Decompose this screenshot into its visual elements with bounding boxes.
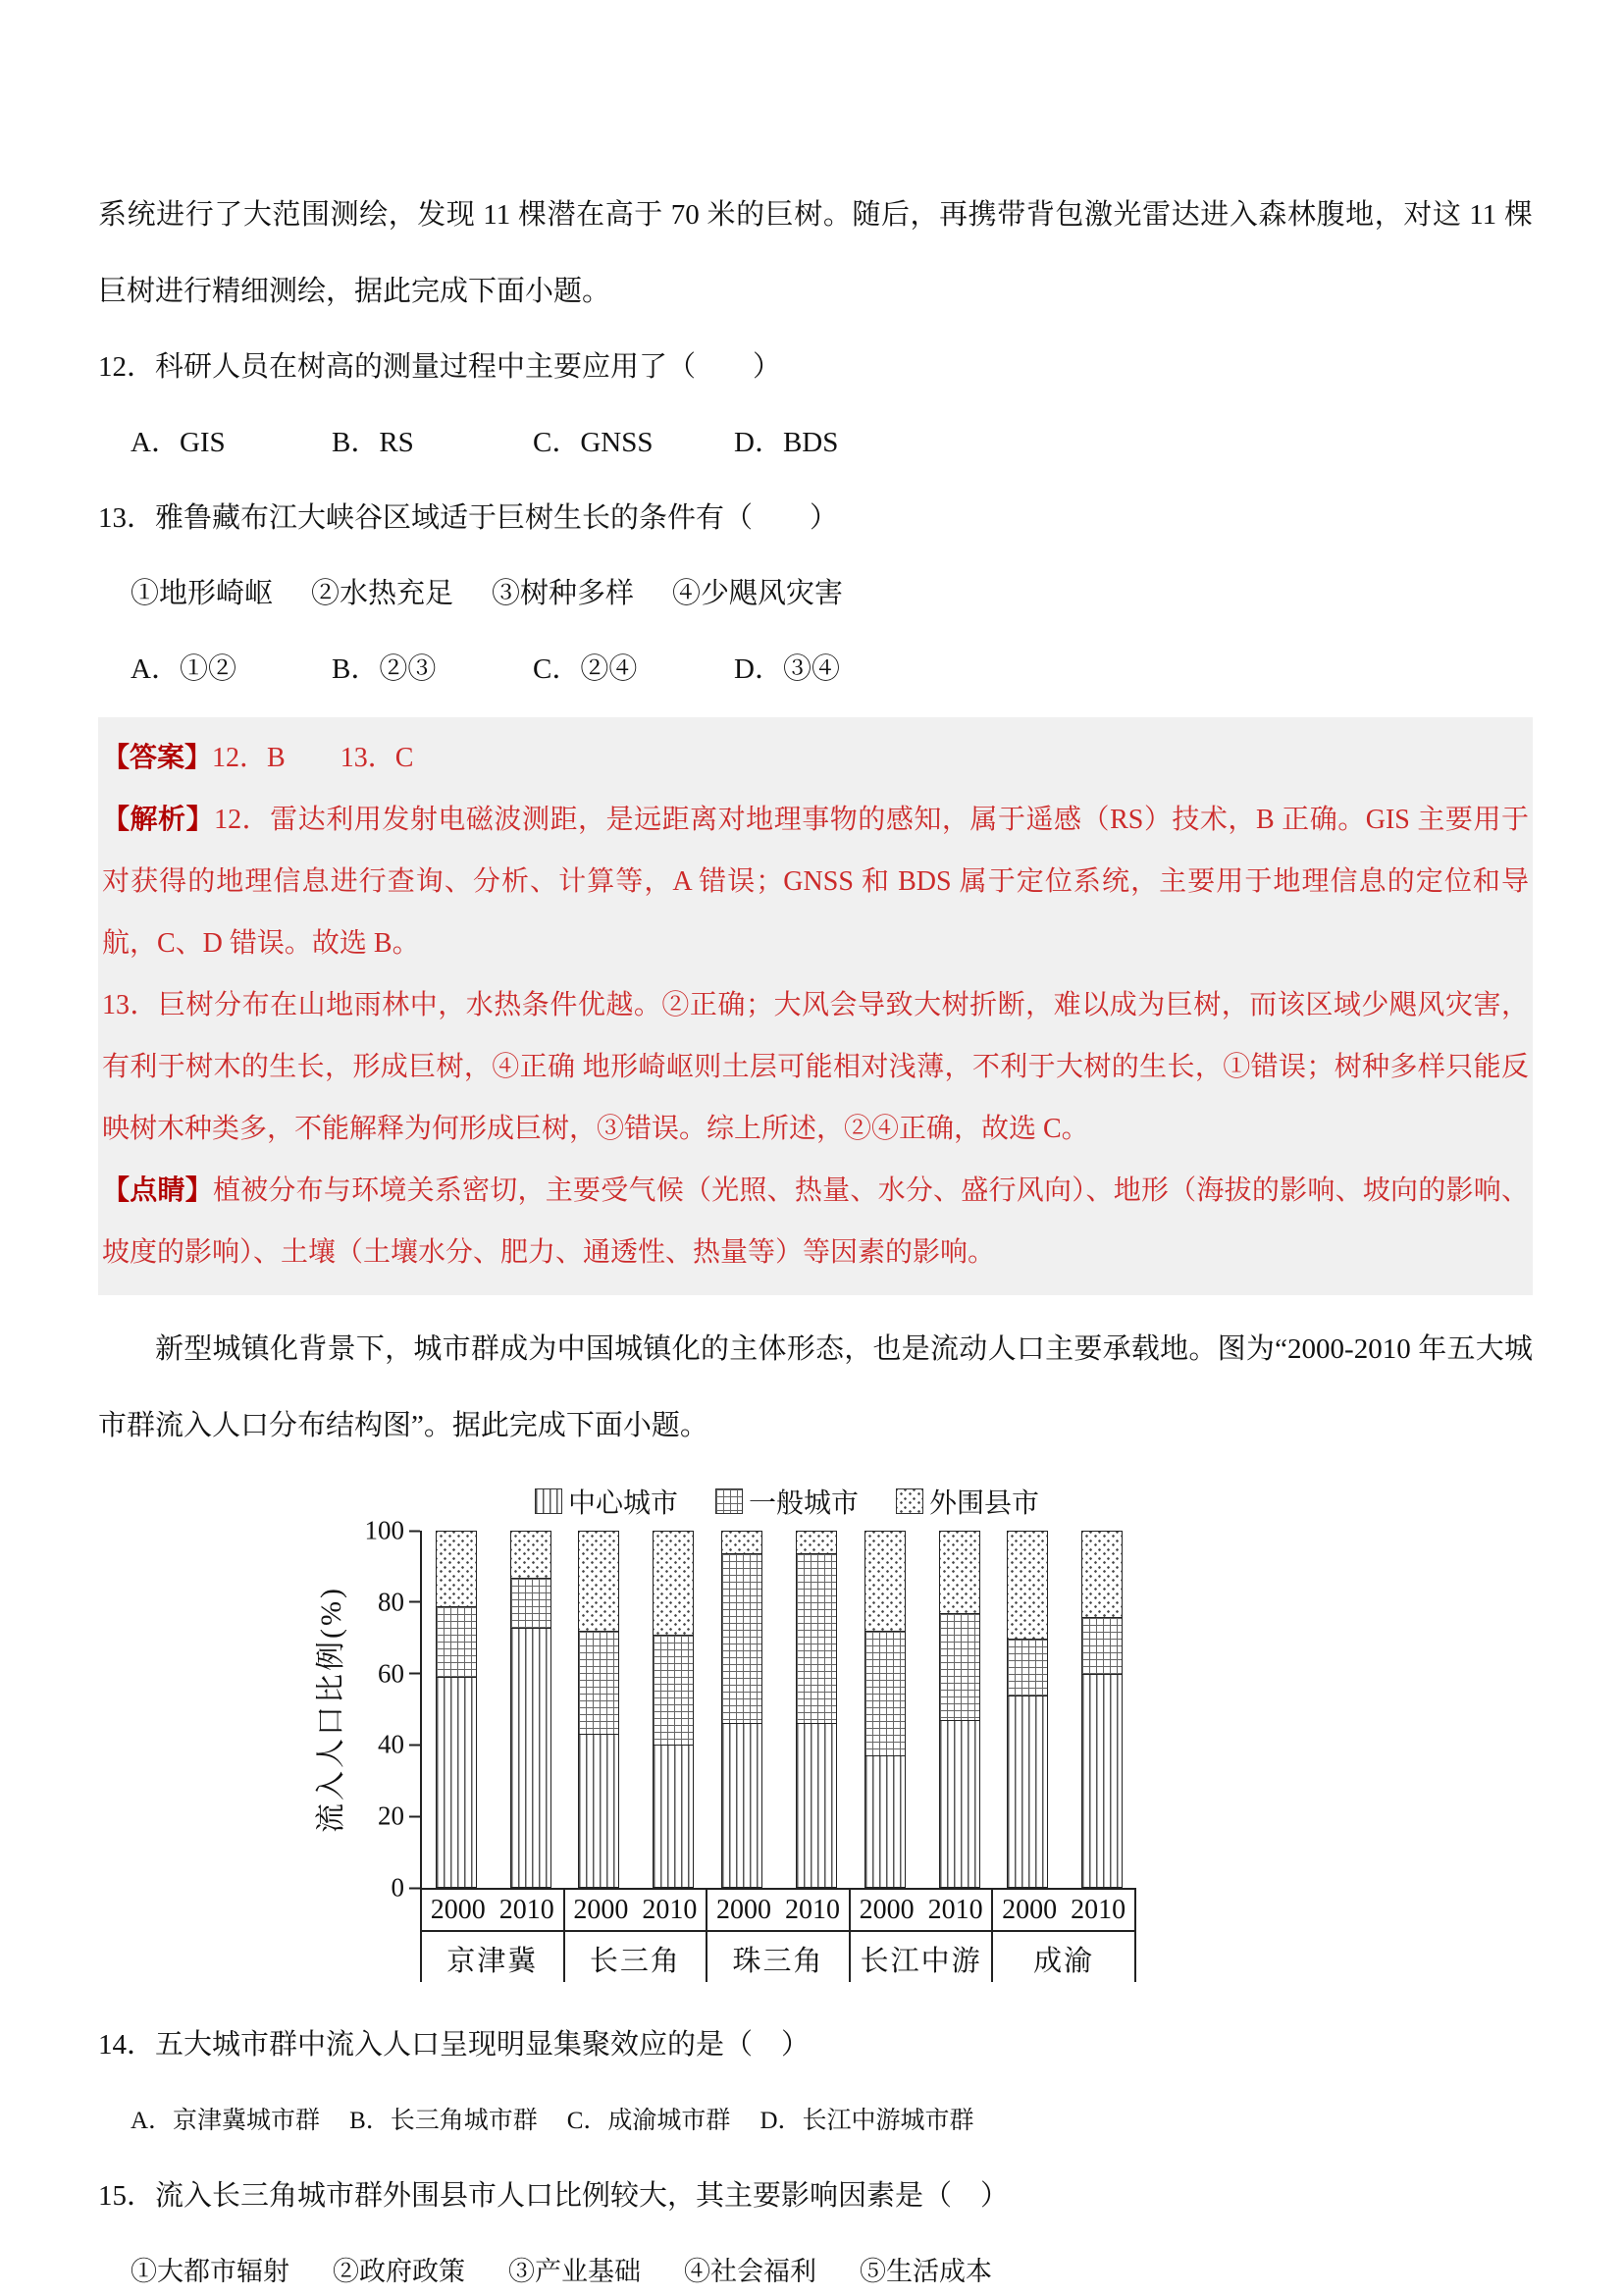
x-group-name: 长三角 bbox=[589, 1946, 681, 1977]
bar-segment-outer bbox=[654, 1532, 693, 1635]
intro-paragraph-2: 新型城镇化背景下，城市群成为中国城镇化的主体形态，也是流动人口主要承载地。图为“2000-2010 年五大城市群流入人口分布结构图”。据此完成下面小题。 bbox=[98, 1333, 1533, 1441]
y-tick-80 bbox=[378, 1589, 420, 1615]
answer-line bbox=[102, 727, 1529, 789]
analysis-13-text: 13．巨树分布在山地雨林中，水热条件优越。②正确；大风会导致大树折断，难以成为巨树，而该区域少飓风灾害，有利于树木的生长，形成巨树，④正确 地形崎岖则土层可能相对浅薄，不利于大树的生长，①错误；树种多样只能反映树木种类多，不能解释为何形成巨树，③错误。综上所述，②④正确，故选 C。 bbox=[102, 990, 1529, 1144]
legend-label-outer: 外围县市 bbox=[929, 1488, 1040, 1519]
stacked-bar-珠三角-2000 bbox=[721, 1531, 762, 1888]
bar-segment-outer bbox=[940, 1532, 979, 1613]
y-tick-label: 80 bbox=[378, 1587, 404, 1617]
y-tick-label: 40 bbox=[378, 1729, 404, 1759]
stacked-bar-京津冀-2010 bbox=[510, 1531, 551, 1888]
q14-option-d: D．长江中游城市群 bbox=[759, 2108, 974, 2134]
q15-item-2: ②政府政策 bbox=[333, 2257, 465, 2286]
x-year-label: 2010 bbox=[784, 1895, 840, 1925]
bar-segment-general bbox=[940, 1613, 979, 1720]
chart-legend bbox=[424, 1482, 1150, 1521]
bar-segment-outer bbox=[722, 1532, 761, 1553]
question-13-items bbox=[98, 556, 1533, 632]
bar-segment-outer bbox=[437, 1532, 476, 1606]
question-12: 12．科研人员在树高的测量过程中主要应用了（ ） bbox=[98, 351, 782, 383]
bar-segment-outer bbox=[511, 1532, 550, 1578]
bar-segment-general bbox=[1082, 1617, 1122, 1674]
bar-segment-center bbox=[940, 1720, 979, 1887]
stacked-bar-京津冀-2000 bbox=[436, 1531, 477, 1888]
bar-segment-center bbox=[437, 1677, 476, 1887]
y-tick-100 bbox=[364, 1515, 421, 1545]
question-15: 15．流入长三角城市群外围县市人口比例较大，其主要影响因素是（ ） bbox=[98, 2180, 1010, 2212]
bar-group-长江中游 bbox=[851, 1531, 994, 1888]
x-year-label: 2010 bbox=[927, 1895, 983, 1925]
legend-label-general: 一般城市 bbox=[748, 1488, 859, 1519]
bar-segment-general bbox=[797, 1553, 836, 1724]
chart-xaxis bbox=[420, 1888, 1136, 1982]
stacked-bar-长江中游-2010 bbox=[939, 1531, 980, 1888]
x-group-珠三角 bbox=[707, 1890, 851, 1982]
bar-segment-center bbox=[1008, 1696, 1047, 1887]
q15-item-3: ③产业基础 bbox=[508, 2257, 641, 2286]
stacked-bar-珠三角-2010 bbox=[796, 1531, 837, 1888]
answer-analysis-block bbox=[98, 717, 1533, 1295]
y-tick-20 bbox=[378, 1800, 420, 1831]
x-group-京津冀 bbox=[422, 1890, 565, 1982]
tip-text: 植被分布与环境关系密切，主要受气候（光照、热量、水分、盛行风向）、地形（海拔的影响、坡向的影响、坡度的影响）、土壤（土壤水分、肥力、通透性、热量等）等因素的影响。 bbox=[102, 1175, 1529, 1268]
bar-segment-outer bbox=[579, 1532, 618, 1631]
stacked-bar-chart bbox=[306, 1482, 1150, 1982]
y-axis-label-column bbox=[306, 1531, 349, 1888]
bar-segment-general bbox=[654, 1635, 693, 1745]
x-year-labels bbox=[422, 1890, 563, 1932]
analysis-12-text: 12．雷达利用发射电磁波测距，是远距离对地理事物的感知，属于遥感（RS）技术，B 正确。GIS 主要用于对获得的地理信息进行查询、分析、计算等，A 错误；GNSS 和 BDS 属于定位系统，主要用于地理信息的定位和导航，C、D 错误。故选 B。 bbox=[102, 805, 1529, 959]
legend-item-general bbox=[715, 1482, 859, 1521]
bar-segment-general bbox=[437, 1606, 476, 1677]
q12-option-d: D．BDS bbox=[734, 427, 839, 458]
bar-group-京津冀 bbox=[422, 1531, 565, 1888]
q13-item-3: ③树种多样 bbox=[492, 578, 635, 609]
bar-segment-center bbox=[722, 1723, 761, 1887]
question-15-items bbox=[98, 2234, 1533, 2296]
analysis-13 bbox=[102, 974, 1529, 1160]
stacked-bar-长三角-2010 bbox=[653, 1531, 694, 1888]
x-group-成渝 bbox=[993, 1890, 1136, 1982]
bar-segment-center bbox=[797, 1723, 836, 1887]
q13-option-a: A．①② bbox=[131, 653, 236, 685]
bar-segment-outer bbox=[865, 1532, 905, 1631]
intro-paragraph: 系统进行了大范围测绘，发现 11 棵潜在高于 70 米的巨树。随后，再携带背包激光雷达进入森林腹地，对这 11 棵巨树进行精细测绘，据此完成下面小题。 bbox=[98, 199, 1533, 307]
bar-segment-general bbox=[722, 1553, 761, 1724]
x-group-长江中游 bbox=[851, 1890, 994, 1982]
y-tick-mark bbox=[409, 1530, 420, 1532]
y-tick-label: 100 bbox=[364, 1515, 404, 1545]
bar-segment-general bbox=[579, 1631, 618, 1734]
legend-swatch-outer bbox=[896, 1488, 923, 1514]
bar-segment-center bbox=[511, 1628, 550, 1887]
y-tick-60 bbox=[378, 1660, 420, 1687]
x-group-name: 长江中游 bbox=[860, 1946, 982, 1977]
y-tick-label: 20 bbox=[378, 1800, 404, 1831]
answer-text: 12．B 13．C bbox=[212, 743, 414, 773]
x-year-label: 2010 bbox=[1071, 1895, 1126, 1925]
bar-group-珠三角 bbox=[707, 1531, 851, 1888]
bar-group-成渝 bbox=[993, 1531, 1136, 1888]
x-year-label: 2000 bbox=[1002, 1895, 1058, 1925]
x-year-label: 2000 bbox=[573, 1895, 629, 1925]
question-14-block bbox=[98, 2008, 1533, 2296]
stacked-bar-成渝-2010 bbox=[1081, 1531, 1123, 1888]
x-group-name: 京津冀 bbox=[446, 1946, 539, 1977]
chart-main bbox=[420, 1531, 1136, 1982]
legend-swatch-center bbox=[535, 1488, 562, 1514]
bar-segment-center bbox=[1082, 1674, 1122, 1887]
x-year-label: 2000 bbox=[715, 1895, 771, 1925]
q13-option-d: D．③④ bbox=[734, 653, 840, 685]
x-year-label: 2010 bbox=[642, 1895, 698, 1925]
answer-label: 【答案】 bbox=[102, 743, 213, 773]
stacked-bar-成渝-2000 bbox=[1007, 1531, 1048, 1888]
y-tick-40 bbox=[378, 1729, 420, 1759]
x-year-label: 2010 bbox=[498, 1895, 554, 1925]
x-year-label: 2000 bbox=[430, 1895, 486, 1925]
legend-item-outer bbox=[896, 1482, 1039, 1521]
question-13-options bbox=[98, 632, 1533, 707]
y-tick-mark bbox=[409, 1744, 420, 1746]
legend-item-center bbox=[535, 1482, 678, 1521]
y-axis-label: 流入人口比例(%) bbox=[315, 1586, 348, 1833]
q13-item-4: ④少飓风灾害 bbox=[672, 578, 844, 609]
x-group-name: 珠三角 bbox=[732, 1946, 824, 1977]
x-year-labels bbox=[851, 1890, 992, 1932]
q14-option-c: C．成渝城市群 bbox=[566, 2108, 731, 2134]
question-12-options bbox=[98, 405, 1533, 481]
tip-label: 【点睛】 bbox=[102, 1175, 213, 1206]
y-tick-mark bbox=[409, 1673, 420, 1675]
q15-item-4: ④社会福利 bbox=[684, 2257, 816, 2286]
x-year-labels bbox=[565, 1890, 707, 1932]
q13-option-c: C．②④ bbox=[533, 653, 638, 685]
y-tick-label: 0 bbox=[391, 1872, 404, 1903]
y-tick-mark bbox=[409, 1887, 420, 1889]
x-group-长三角 bbox=[565, 1890, 708, 1982]
q15-item-1: ①大都市辐射 bbox=[131, 2257, 289, 2286]
chart-body bbox=[306, 1515, 1150, 1982]
q14-option-a: A．京津冀城市群 bbox=[131, 2108, 321, 2134]
question-14-options bbox=[98, 2083, 1533, 2159]
stacked-bar-长三角-2000 bbox=[578, 1531, 619, 1888]
bar-segment-center bbox=[654, 1745, 693, 1887]
bar-segment-general bbox=[1008, 1639, 1047, 1696]
analysis-12 bbox=[102, 789, 1529, 974]
bar-segment-outer bbox=[797, 1532, 836, 1553]
y-tick-0 bbox=[391, 1872, 421, 1903]
legend-swatch-general bbox=[715, 1488, 743, 1514]
tip-line bbox=[102, 1160, 1529, 1283]
x-group-name: 成渝 bbox=[1033, 1946, 1095, 1977]
bar-segment-general bbox=[511, 1578, 550, 1628]
q13-item-2: ②水热充足 bbox=[311, 578, 454, 609]
y-tick-label: 60 bbox=[378, 1658, 404, 1689]
q12-option-b: B．RS bbox=[332, 427, 414, 458]
bar-segment-center bbox=[865, 1755, 905, 1887]
q12-option-a: A．GIS bbox=[131, 427, 226, 458]
analysis-label: 【解析】 bbox=[102, 805, 215, 835]
q15-item-5: ⑤生活成本 bbox=[860, 2257, 992, 2286]
bar-segment-outer bbox=[1008, 1532, 1047, 1639]
y-tick-mark bbox=[409, 1601, 420, 1603]
q14-option-b: B．长三角城市群 bbox=[349, 2108, 538, 2134]
chart-yaxis bbox=[349, 1515, 420, 1903]
q13-option-b: B．②③ bbox=[332, 653, 437, 685]
chart-plot bbox=[420, 1531, 1136, 1888]
bar-segment-outer bbox=[1082, 1532, 1122, 1617]
x-year-labels bbox=[993, 1890, 1134, 1932]
x-year-labels bbox=[707, 1890, 849, 1932]
legend-label-center: 中心城市 bbox=[567, 1488, 678, 1519]
bar-segment-general bbox=[865, 1631, 905, 1755]
bar-group-长三角 bbox=[565, 1531, 708, 1888]
y-tick-mark bbox=[409, 1815, 420, 1817]
bar-segment-center bbox=[579, 1734, 618, 1887]
q13-item-1: ①地形崎岖 bbox=[131, 578, 274, 609]
question-13: 13．雅鲁藏布江大峡谷区域适于巨树生长的条件有（ ） bbox=[98, 502, 839, 534]
q12-option-c: C．GNSS bbox=[533, 427, 654, 458]
stacked-bar-长江中游-2000 bbox=[864, 1531, 906, 1888]
x-year-label: 2000 bbox=[859, 1895, 915, 1925]
question-14: 14．五大城市群中流入人口呈现明显集聚效应的是（ ） bbox=[98, 2029, 811, 2061]
